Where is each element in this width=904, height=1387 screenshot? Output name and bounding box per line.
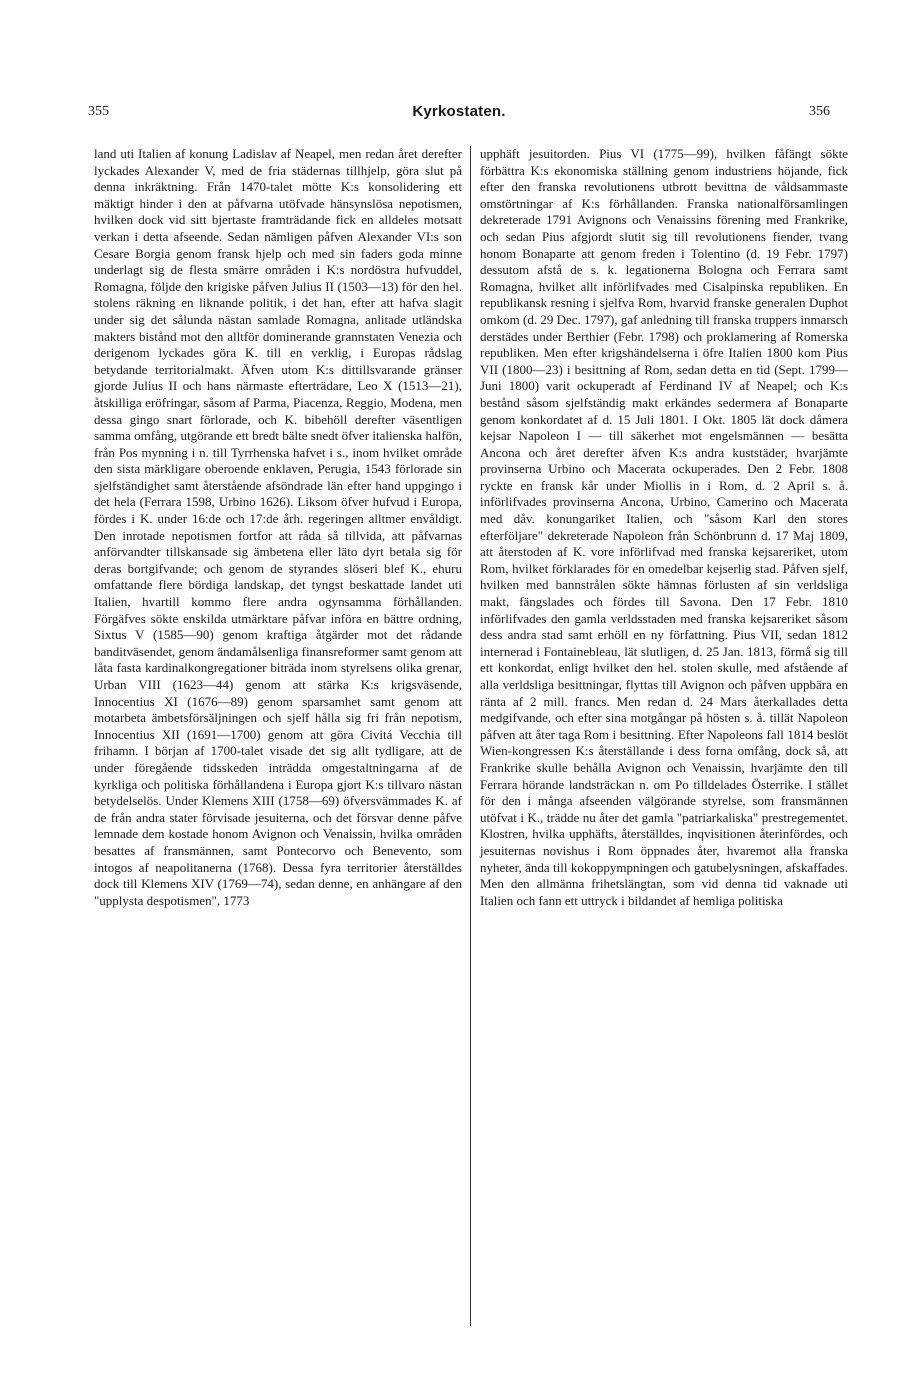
column-right-text: upphäft jesuitorden. Pius VI (1775—99), hvilken fåfängt sökte förbättra K:s ekonomiska ställning genom industriens höjande, fick efter den franska revolutionens utbrott bevittna de våldsammaste omstörtningar af K:s förhållanden. Franska nationalförsamlingen dekreterade 1791 Avignons och Venaissins förening med Frankrike, och sedan Pius afgjordt slutit sig till revolutionens fiender, tvang honom Bonaparte att genom freden i Tolentino (d. 19 Febr. 1797) dessutom afstå de s. k. legationerna Bologna och Ferrara samt Romagna, hvilket allt införlifvades med Cisalpinska republiken. En republikansk resning i sjelfva Rom, hvarvid franske generalen Duphot omkom (d. 29 Dec. 1797), gaf anledning till franska truppers inmarsch derstädes under Berthier (Febr. 1798) och proklamering af Romerska republiken. Men efter krigshändelserna i öfre Italien 1800 kom Pius VII (1800—23) i besittning af Rom, sedan detta en tid (Sept. 1799—Juni 1800) varit ockuperadt af Ferdinand IV af Neapel; och K:s bestånd såsom sjelfständig makt erkändes sedermera af Bonaparte genom konkordatet af d. 15 Juli 1801. I Okt. 1805 lät dock dåmera kejsar Napoleon I — till säkerhet mot engelsmännen — besätta Ancona och året derefter äfven K:s andra kuststäder, hvarjämte provinserna Urbino och Macerata ockuperades. Den 2 Febr. 1808 ryckte en fransk kår under Miollis in i Rom, d. 2 April s. å. införlifvades provinserna Ancona, Urbino, Camerino och Macerata med dåv. konungariket Italien, och "såsom Karl den stores efterföljare" dekreterade Napoleon från Schönbrunn d. 17 Maj 1809, att återstoden af K. vore införlifvad med franska kejsareriket, utom Rom, hvilket förklarades för en omedelbar kejserlig stad. Påfven sjelf, hvilken med bannstrålen sökte hämnas förlusten af sin verldsliga makt, fängslades och fördes till Savona. Den 17 Febr. 1810 införlifvades den gamla verldsstaden med franska kejsareriket såsom dess andra stad samt erhöll en ny författning. Pius VII, sedan 1812 internerad i Fontainebleau, lät slutligen, d. 25 Jan. 1813, förmå sig till ett konkordat, enligt hvilket den hel. stolen skulle, med afstående af alla verldsliga besittningar, flyttas till Avignon och påfven uppbära en ränta af 2 mill. francs. Men redan d. 24 Mars återkallades detta medgifvande, och efter sina motgångar på hösten s. å. tillät Napoleon påfven att åter taga Rom i besittning. Efter Napoleons fall 1814 beslöt Wien-kongressen K:s återställande i dess forna omfång, dock så, att Frankrike skulle behålla Avignon och Venaissin, hvarjämte den till Ferrara hörande landsträckan n. om Po tilldelades Österrike. I stället för den i många afseenden välgörande styrelse, som fransmännen utöfvat i K., trädde nu åter det gamla "patriarkaliska" prestregementet. Klostren, hvilka upphäfts, återställdes, inqvisitionen återinfördes, och jesuiternas novishus i Rom öppnades åter, hvaremot alla franska nyheter, ända till kokoppympningen och gatubelysningen, afskaffades. Men den allmänna frihetslängtan, som vid denna tid vaknade uti Italien och fann ett uttryck i bildandet af hemliga politiska [480, 146, 848, 908]
page-header [88, 104, 830, 124]
page-number-left: 355 [88, 104, 109, 119]
column-divider [470, 146, 471, 1326]
text-column-right [480, 146, 848, 909]
column-left-text: land uti Italien af konung Ladislav af Neapel, men redan året derefter lyckades Alexander V, med de fria städernas tillhjelp, göra slut på denna inkräktning. Från 1470-talet mötte K:s konsolidering ett mäktigt hinder i den at påfvarna utöfvade hänsynslösa nepotismen, hvilken dock vid sitt bjertaste framträdande fick en alldeles motsatt verkan i detta afseende. Sedan nämligen påfven Alexander VI:s son Cesare Borgia genom fransk hjelp och med sin faders goda minne underlagt sig de flesta smärre områden i K:s nordöstra hufvuddel, Romagna, följde den krigiske påfven Julius II (1503—13) för den hel. stolens räkning en liknande politik, i det han, efter att hafva slagit under sig det sålunda nästan samlade Romagna, anlitade utländska makters bistånd mot den alltför dominerande grannstaten Venezia och derigenom lyckades göra K. till en verklig, i Europas rådslag betydande territorialmakt. Äfven utom K:s dittillsvarande gränser gjorde Julius II och hans närmaste efterträdare, Leo X (1513—21), åtskilliga eröfringar, såsom af Parma, Piacenza, Reggio, Modena, men dessa gingo snart förlorade, och K. bibehöll derefter väsentligen samma omfång, utgörande ett bredt bälte snedt öfver italienska halfön, från Pos mynning i n. till Tyrrhenska hafvet i s., inom hvilket område den sista märkligare oberoende enklaven, Perugia, 1543 förlorade sin sjelfständighet samt återstående afsöndrade län efter hand uppgingo i det hela (Ferrara 1598, Urbino 1626). Liksom öfver hufvud i Europa, fördes i K. under 16:de och 17:de årh. regeringen alltmer envåldigt. Den inrotade nepotismen fortfor att råda så tillvida, att påfvarnas anförvandter tillskansade sig ämbetena eller läto dyrt betala sig för deras bortgifvande; och genom de styrandes slöseri blef K., ehuru omfattande flere bördiga landskap, det tyngst beskattade landet uti Italien, hvartill kommo flere andra ogynsamma förhållanden. Förgäfves sökte enskilda utmärktare påfvar införa en bättre ordning, Sixtus V (1585—90) genom kraftiga åtgärder mot det rådande banditväsendet, genom ändamålsenliga finansreformer samt genom att låta fasta kardinalkongregationer biträda inom styrelsens olika grenar, Urban VIII (1623—44) genom att stärka K:s krigsväsende, Innocentius XI (1676—89) genom sparsamhet samt genom att motarbeta ämbetsförsäljningen och sjelf hålla sig fri från nepotism, Innocentius XII (1691—1700) genom att göra Civitá Vecchia till frihamn. I början af 1700-talet visade det sig allt tydligare, att de under föregående tidsskeden inträdda omgestaltningarna af de kyrkliga och politiska förhållandena i Europa gjort K:s tillvaro nästan betydelselös. Under Klemens XIII (1758—69) öfversvämmades K. af de från andra stater förvisade jesuiterna, och det försvar denne påfve lemnade dem kostade honom Avignon och Venaissin, hvilka områden besattes af fransmännen, samt Pontecorvo och Benevento, som intogos af neapolitanerna (1768). Dessa fyra territorier återställdes dock till Klemens XIV (1769—74), sedan denne, en anhängare af den "upplysta despotismen", 1773 [94, 146, 462, 908]
page-number-right: 356 [809, 104, 830, 119]
running-title: Kyrkostaten. [412, 103, 506, 120]
text-column-left [94, 146, 462, 909]
